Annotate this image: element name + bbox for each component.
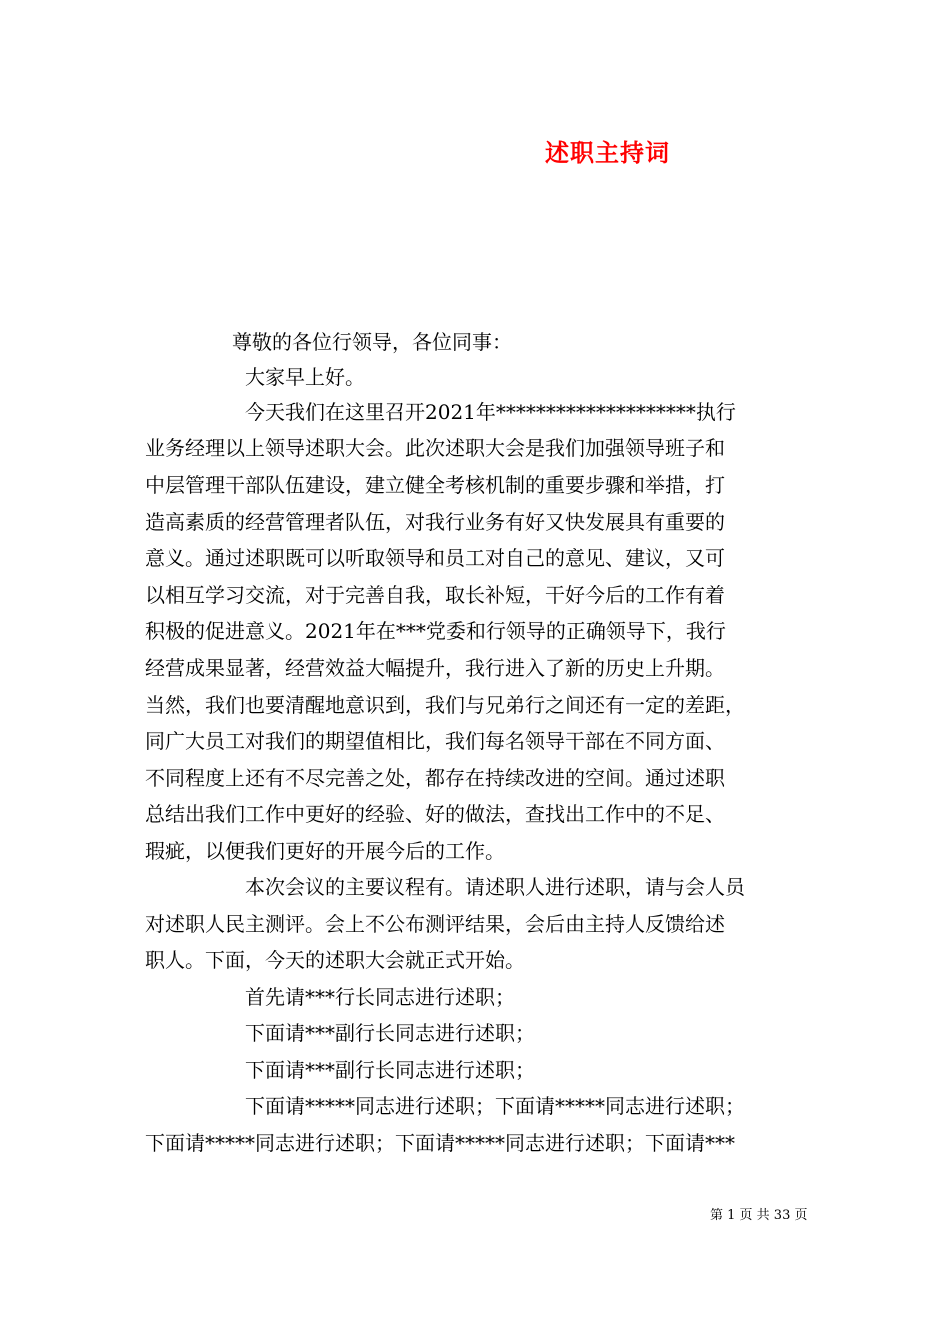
paragraph3-line: 下面请*****同志进行述职；下面请*****同志进行述职；: [245, 1094, 745, 1118]
paragraph1-line: 同广大员工对我们的期望值相比，我们每名领导干部在不同方面、: [145, 729, 725, 753]
paragraph1-line: 中层管理干部队伍建设，建立健全考核机制的重要步骤和举措，打: [145, 473, 725, 497]
paragraph2-line: 职人。下面，今天的述职大会就正式开始。: [145, 948, 525, 972]
paragraph1-line: 积极的促进意义。2021年在***党委和行领导的正确领导下，我行: [145, 619, 726, 643]
paragraph1-line: 瑕疵，以便我们更好的开展今后的工作。: [145, 839, 505, 863]
paragraph1-line: 经营成果显著，经营效益大幅提升，我行进入了新的历史上升期。: [145, 656, 725, 680]
paragraph1-line: 当然，我们也要清醒地意识到，我们与兄弟行之间还有一定的差距，: [145, 693, 745, 717]
paragraph1-line: 业务经理以上领导述职大会。此次述职大会是我们加强领导班子和: [145, 436, 725, 460]
paragraph2-line: 本次会议的主要议程有。请述职人进行述职，请与会人员: [245, 875, 745, 899]
paragraph1-line: 意义。通过述职既可以听取领导和员工对自己的意见、建议，又可: [145, 546, 725, 570]
paragraph1-line: 不同程度上还有不尽完善之处，都存在持续改进的空间。通过述职: [145, 766, 725, 790]
greeting: 大家早上好。: [245, 365, 365, 389]
paragraph1-line: 以相互学习交流，对于完善自我，取长补短，干好今后的工作有着: [145, 583, 725, 607]
agenda-item: 下面请***副行长同志进行述职；: [245, 1021, 535, 1045]
document-title: 述职主持词: [545, 138, 670, 167]
paragraph3-line: 下面请*****同志进行述职；下面请*****同志进行述职；下面请***: [145, 1131, 735, 1155]
paragraph1-line: 今天我们在这里召开2021年********************执行: [245, 400, 736, 424]
paragraph2-line: 对述职人民主测评。会上不公布测评结果，会后由主持人反馈给述: [145, 912, 725, 936]
paragraph1-line: 总结出我们工作中更好的经验、好的做法，查找出工作中的不足、: [145, 802, 725, 826]
agenda-item: 首先请***行长同志进行述职；: [245, 985, 515, 1009]
paragraph1-line: 造高素质的经营管理者队伍，对我行业务有好又快发展具有重要的: [145, 510, 725, 534]
agenda-item: 下面请***副行长同志进行述职；: [245, 1058, 535, 1082]
salutation: 尊敬的各位行领导，各位同事：: [232, 330, 512, 354]
page-number: 第 1 页 共 33 页: [710, 1208, 808, 1223]
